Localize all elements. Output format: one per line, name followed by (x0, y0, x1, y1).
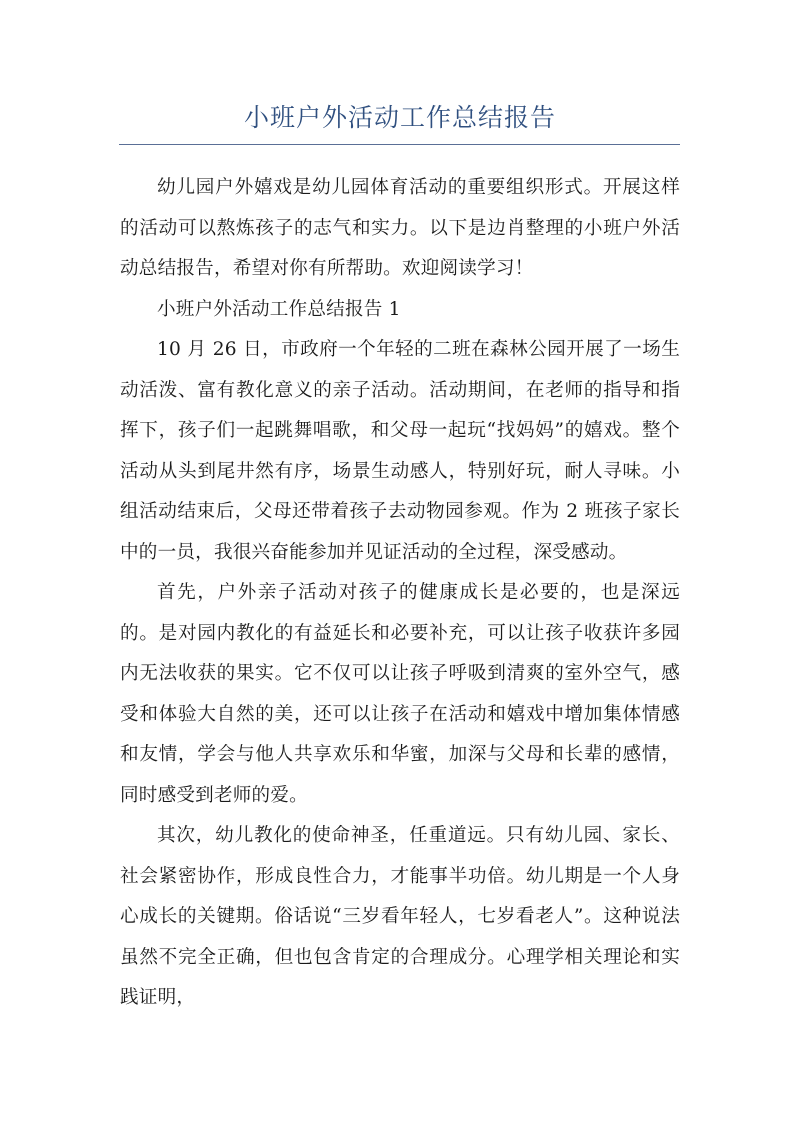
document-title: 小班户外活动工作总结报告 (243, 103, 556, 132)
document-body (120, 168, 680, 1019)
intro-paragraph: 幼儿园户外嬉戏是幼儿园体育活动的重要组织形式。开展这样的活动可以熬炼孩子的志气和实力。以下是边肖整理的小班户外活动总结报告，希望对你有所帮助。欢迎阅读学习！ (120, 177, 680, 279)
title-underline (119, 144, 680, 145)
body-paragraph-2: 首先，户外亲子活动对孩子的健康成长是必要的，也是深远的。是对园内教化的有益延长和必要补充，可以让孩子收获许多园内无法收获的果实。它不仅可以让孩子呼吸到清爽的室外空气，感受和体验大自然的美，还可以让孩子在活动和嬉戏中增加集体情感和友情，学会与他人共享欢乐和华蜜，加深与父母和长辈的感情，同时感受到老师的爱。 (120, 582, 680, 806)
section-heading: 小班户外活动工作总结报告 1 (157, 298, 401, 320)
body-paragraph-1: 10 月 26 日，市政府一个年轻的二班在森林公园开展了一场生动活泼、富有教化意义的亲子活动。活动期间，在老师的指导和指挥下，孩子们一起跳舞唱歌，和父母一起玩“找妈妈”的嬉戏。整个活动从头到尾井然有序，场景生动感人，特别好玩，耐人寻味。小组活动结束后，父母还带着孩子去动物园参观。作为 2 班孩子家长中的一员，我很兴奋能参加并见证活动的全过程，深受感动。 (120, 339, 680, 563)
body-paragraph-3: 其次，幼儿教化的使命神圣，任重道远。只有幼儿园、家长、社会紧密协作，形成良性合力，才能事半功倍。幼儿期是一个人身心成长的关键期。俗话说“三岁看年轻人，七岁看老人”。这种说法虽然不完全正确，但也包含肯定的合理成分。心理学相关理论和实践证明， (120, 825, 680, 1008)
